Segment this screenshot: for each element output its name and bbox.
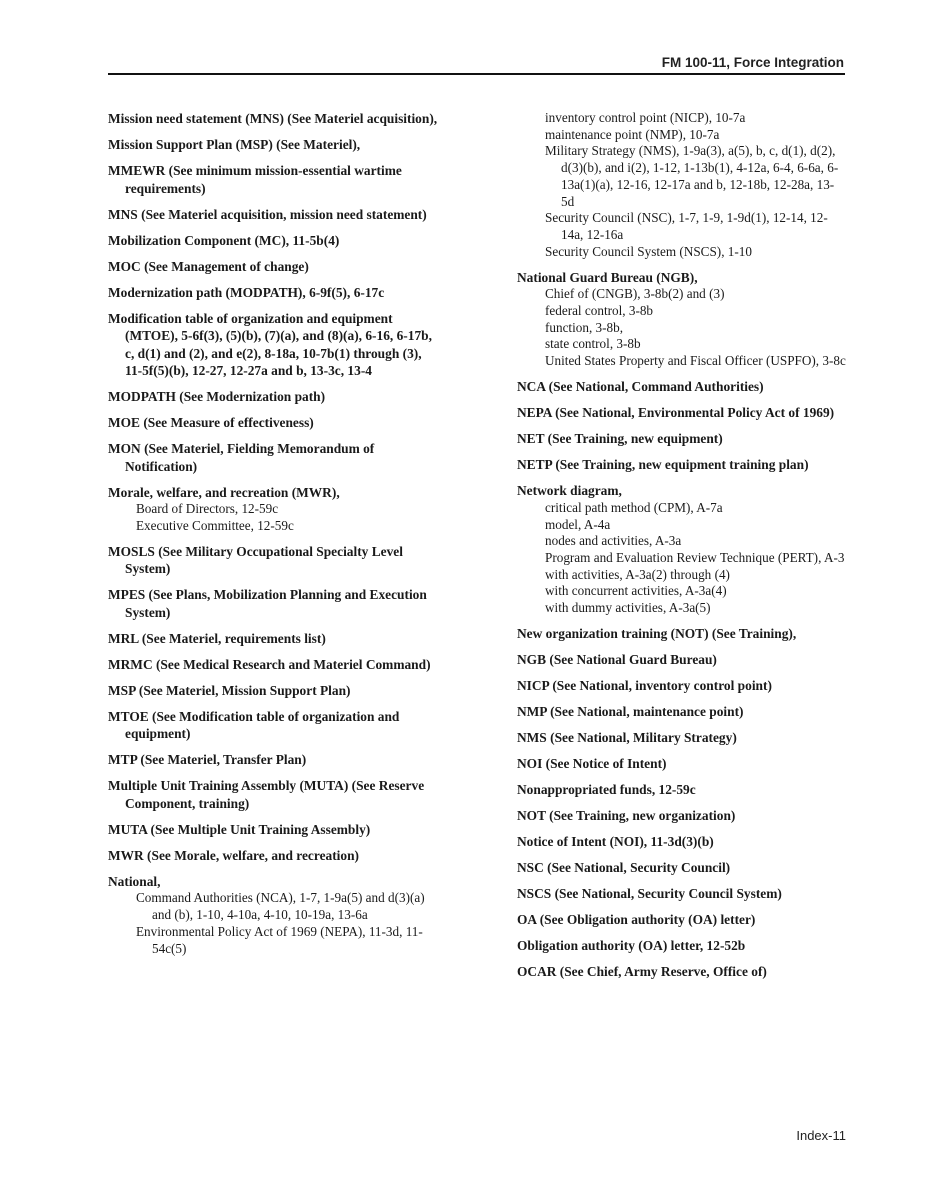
index-term: MRL (See Materiel, requirements list) (108, 630, 326, 646)
index-term: NEPA (See National, Environmental Policy Act of 1969) (517, 405, 835, 421)
index-term: National Guard Bureau (NGB), (517, 269, 698, 285)
index-subterm: Security Council (NSC), 1-7, 1-9, 1-9d(1), 12-14, 12-14a, 12-16a (545, 210, 828, 242)
index-subterm: Command Authorities (NCA), 1-7, 1-9a(5) and d(3)(a) and (b), 1-10, 4-10a, 4-10, 10-19a, 13-6a (136, 890, 425, 923)
index-term: NOI (See Notice of Intent) (517, 756, 667, 772)
index-term: MOE (See Measure of effectiveness) (108, 415, 314, 430)
index-subterm: model, A-4a (545, 516, 611, 532)
index-term: MSP (See Materiel, Mission Support Plan) (108, 682, 351, 698)
index-entry (517, 755, 847, 773)
index-term: NMS (See National, Military Strategy) (517, 730, 737, 746)
index-subterm: nodes and activities, A-3a (545, 533, 682, 549)
index-term: MOSLS (See Military Occupational Specialty Level System) (108, 543, 403, 577)
index-entry (108, 630, 438, 648)
index-term: MUTA (See Multiple Unit Training Assembly) (108, 821, 371, 837)
index-term: OCAR (See Chief, Army Reserve, Office of) (517, 964, 767, 980)
index-subterm: inventory control point (NICP), 10-7a (545, 110, 746, 125)
index-entry (517, 703, 847, 721)
index-entry (517, 404, 847, 422)
page-header-title: FM 100-11, Force Integration (661, 55, 844, 70)
index-term: NICP (See National, inventory control point) (517, 678, 772, 694)
index-entry (108, 206, 438, 224)
index-term: Mission Support Plan (MSP) (See Materiel), (108, 137, 361, 152)
index-entry (108, 586, 438, 621)
index-entry (517, 963, 847, 981)
index-term: NCA (See National, Command Authorities) (517, 379, 764, 395)
index-entry (108, 162, 438, 197)
index-entry (108, 484, 438, 535)
index-entry (517, 677, 847, 695)
index-entry (517, 430, 847, 448)
index-entry (108, 310, 438, 380)
index-term: Network diagram, (517, 483, 622, 499)
index-entry (517, 781, 847, 799)
index-entry (108, 543, 438, 578)
index-subterm: Board of Directors, 12-59c (136, 501, 279, 516)
index-term: MODPATH (See Modernization path) (108, 389, 326, 404)
index-subterm: Program and Evaluation Review Technique (PERT), A-3 (545, 549, 845, 565)
index-subterm: federal control, 3-8b (545, 303, 654, 319)
index-term: MOC (See Management of change) (108, 258, 309, 274)
page-number: Index-11 (796, 1128, 846, 1143)
index-subterm: with dummy activities, A-3a(5) (545, 600, 711, 616)
index-entry (108, 847, 438, 865)
index-subterm: critical path method (CPM), A-7a (545, 499, 723, 515)
index-term: Notice of Intent (NOI), 11-3d(3)(b) (517, 834, 714, 850)
index-entry (108, 388, 438, 406)
index-term: Mission need statement (MNS) (See Materiel acquisition), (108, 111, 438, 126)
index-term: MMEWR (See minimum mission-essential wartime requirements) (108, 163, 402, 196)
index-entry (108, 656, 438, 674)
index-entry (517, 807, 847, 825)
index-term: NETP (See Training, new equipment training plan) (517, 457, 809, 473)
index-entry (108, 284, 438, 302)
index-column-left (108, 110, 438, 966)
index-term: NMP (See National, maintenance point) (517, 704, 744, 720)
index-subterm: Chief of (CNGB), 3-8b(2) and (3) (545, 286, 725, 302)
index-column-right (517, 110, 847, 989)
index-entry (517, 911, 847, 929)
index-term: MWR (See Morale, welfare, and recreation) (108, 847, 359, 863)
index-entry (108, 414, 438, 432)
index-entry (108, 821, 438, 839)
index-entry (108, 110, 438, 128)
index-subterm: state control, 3-8b (545, 336, 641, 352)
index-subterm: with activities, A-3a(2) through (4) (545, 566, 730, 582)
index-subterm: function, 3-8b, (545, 319, 624, 335)
index-term: MRMC (See Medical Research and Materiel Command) (108, 656, 431, 672)
index-term: New organization training (NOT) (See Training), (517, 626, 797, 642)
index-subterm: Military Strategy (NMS), 1-9a(3), a(5), b, c, d(1), d(2), d(3)(b), and i(2), 1-12, 1-13b(1), 4-12a, 6-4, 6-6a, 6-13a(1)(a), 12-16, 12-17a and b, 12-18b, 12-28a, 13-5d (545, 143, 839, 209)
index-term: Modification table of organization and equipment (MTOE), 5-6f(3), (5)(b), (7)(a), and (8)(a), 6-16, 6-17b, c, d(1) and (2), and e(2), 8-18a, 10-7b(1) through (3), 11-5f(5)(b), 12-27, 12-27a and b, 13-3c, 13-4 (108, 310, 432, 378)
index-entry (108, 751, 438, 769)
index-term: OA (See Obligation authority (OA) letter) (517, 912, 756, 928)
index-entry (108, 777, 438, 812)
index-subterm: Environmental Policy Act of 1969 (NEPA), 11-3d, 11-54c(5) (136, 923, 423, 956)
index-term: NOT (See Training, new organization) (517, 808, 736, 824)
index-entry (517, 729, 847, 747)
index-term: MTP (See Materiel, Transfer Plan) (108, 752, 307, 768)
index-entry (108, 873, 438, 957)
index-term: Multiple Unit Training Assembly (MUTA) (See Reserve Component, training) (108, 778, 425, 811)
index-term: MTOE (See Modification table of organization and equipment) (108, 708, 400, 742)
index-subterm: maintenance point (NMP), 10-7a (545, 126, 720, 142)
index-subterm: Executive Committee, 12-59c (136, 517, 294, 533)
index-term: National, (108, 873, 161, 889)
index-entry (517, 833, 847, 851)
index-entry (108, 440, 438, 475)
index-entry (517, 651, 847, 669)
index-entry (517, 269, 847, 370)
index-subterm: United States Property and Fiscal Officer (USPFO), 3-8c (545, 353, 846, 369)
index-term: MON (See Materiel, Fielding Memorandum of Notification) (108, 441, 375, 474)
index-term: Morale, welfare, and recreation (MWR), (108, 484, 340, 500)
index-subterm: with concurrent activities, A-3a(4) (545, 583, 727, 599)
index-entry (517, 859, 847, 877)
index-entry (108, 258, 438, 276)
index-term: Obligation authority (OA) letter, 12-52b (517, 938, 746, 954)
index-entry (517, 625, 847, 643)
index-term: NSC (See National, Security Council) (517, 860, 731, 876)
index-entry (517, 937, 847, 955)
index-term: NET (See Training, new equipment) (517, 431, 723, 447)
index-entry (108, 232, 438, 250)
index-entry (108, 682, 438, 700)
index-term: Modernization path (MODPATH), 6-9f(5), 6-17c (108, 284, 385, 300)
index-term: MPES (See Plans, Mobilization Planning and Execution System) (108, 587, 427, 620)
header-rule (108, 73, 845, 75)
index-entry (517, 482, 847, 616)
index-term: NSCS (See National, Security Council System) (517, 886, 782, 902)
index-term: MNS (See Materiel acquisition, mission need statement) (108, 206, 427, 222)
index-term: Mobilization Component (MC), 11-5b(4) (108, 232, 340, 248)
index-subterm: Security Council System (NSCS), 1-10 (545, 243, 752, 259)
index-entry-continuation (517, 110, 847, 260)
index-entry (517, 456, 847, 474)
index-entry (517, 885, 847, 903)
index-term: Nonappropriated funds, 12-59c (517, 782, 696, 798)
index-entry (108, 136, 438, 154)
index-entry (517, 378, 847, 396)
index-entry (108, 708, 438, 743)
index-term: NGB (See National Guard Bureau) (517, 652, 717, 668)
